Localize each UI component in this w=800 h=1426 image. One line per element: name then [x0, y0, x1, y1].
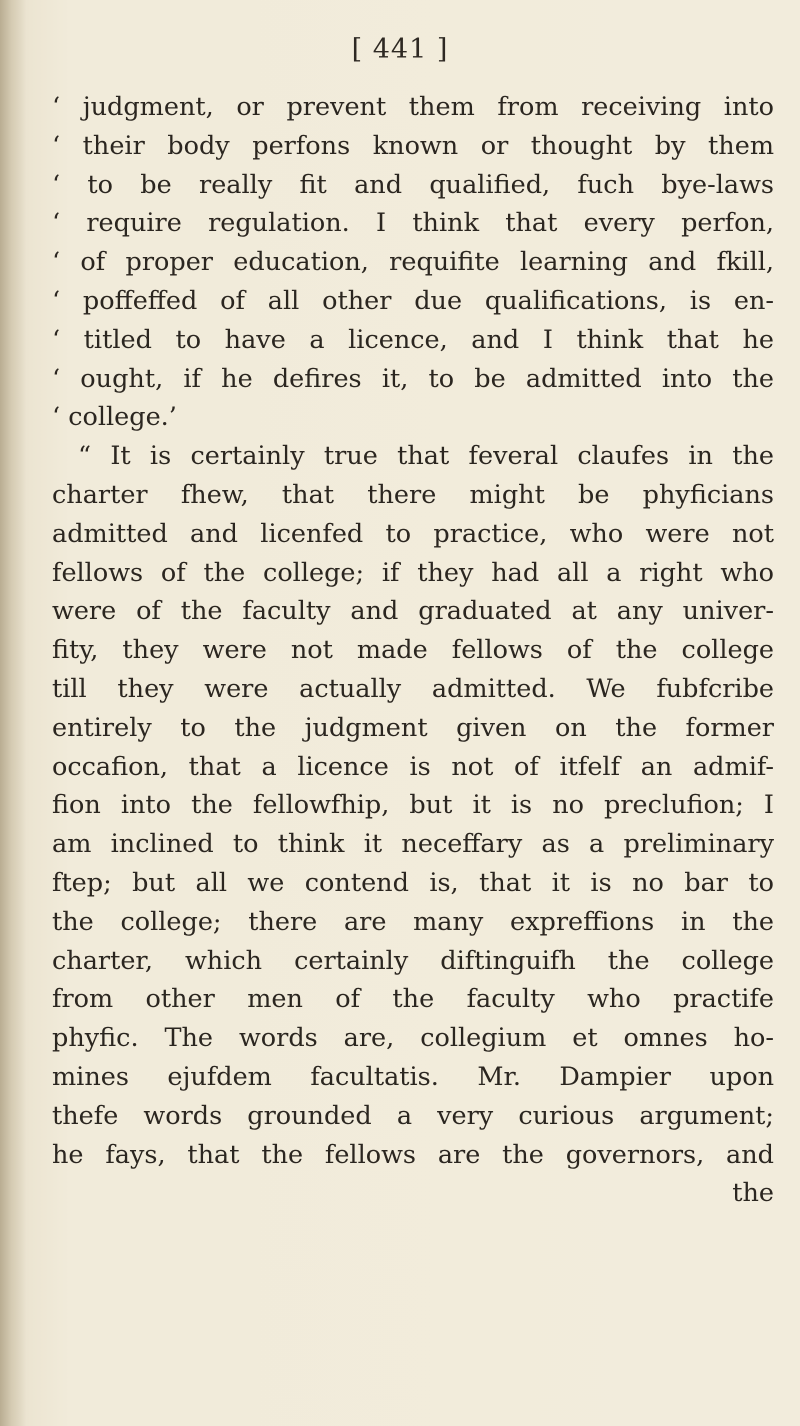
text-line: am inclined to think it neceffary as a preliminary: [52, 829, 774, 860]
text-line: were of the faculty and graduated at any univer-: [52, 596, 774, 627]
text-line: phyfic. The words are, collegium et omnes ho-: [52, 1023, 774, 1054]
text-line: ‘ their body perfons known or thought by them: [52, 130, 774, 161]
text-line: fellows of the college; if they had all a right who: [52, 557, 774, 588]
text-line: from other men of the faculty who practife: [52, 984, 774, 1015]
text-line: admitted and licenfed to practice, who were not: [52, 518, 774, 549]
text-line: ‘ to be really fit and qualified, fuch bye-laws: [52, 169, 774, 200]
catchword: the: [732, 1178, 774, 1209]
text-line: ‘ require regulation. I think that every perfon,: [52, 208, 774, 239]
body-text: [52, 88, 774, 1213]
text-line: ‘ of proper education, requifite learning and fkill,: [52, 247, 774, 278]
text-line: fion into the fellowfhip, but it is no preclufion; I: [52, 790, 774, 821]
text-line: “ It is certainly true that feveral claufes in the: [78, 441, 774, 472]
text-line: he fays, that the fellows are the governors, and: [52, 1139, 774, 1170]
page-gutter-shadow: [0, 0, 26, 1426]
text-line: ‘ titled to have a licence, and I think that he: [52, 324, 774, 355]
text-line: charter fhew, that there might be phyficians: [52, 479, 774, 510]
text-line: mines ejufdem facultatis. Mr. Dampier upon: [52, 1061, 774, 1092]
text-line: ‘ ought, if he defires it, to be admitted into the: [52, 363, 774, 394]
text-line: thefe words grounded a very curious argument;: [52, 1100, 774, 1131]
text-line: ‘ college.’: [52, 402, 177, 433]
text-line: till they were actually admitted. We fubfcribe: [52, 673, 774, 704]
text-line: ‘ judgment, or prevent them from receiving into: [52, 92, 774, 122]
text-line: charter, which certainly diftinguifh the college: [52, 945, 774, 976]
page-number: [ 441 ]: [351, 34, 449, 65]
text-line: the college; there are many expreffions in the: [52, 906, 774, 937]
text-line: fity, they were not made fellows of the college: [52, 635, 774, 666]
text-line: occafion, that a licence is not of itfelf an admif-: [52, 751, 774, 782]
text-line: ‘ poffeffed of all other due qualifications, is en-: [52, 285, 774, 316]
text-line: ftep; but all we contend is, that it is no bar to: [52, 867, 774, 898]
text-line: entirely to the judgment given on the former: [52, 712, 774, 743]
